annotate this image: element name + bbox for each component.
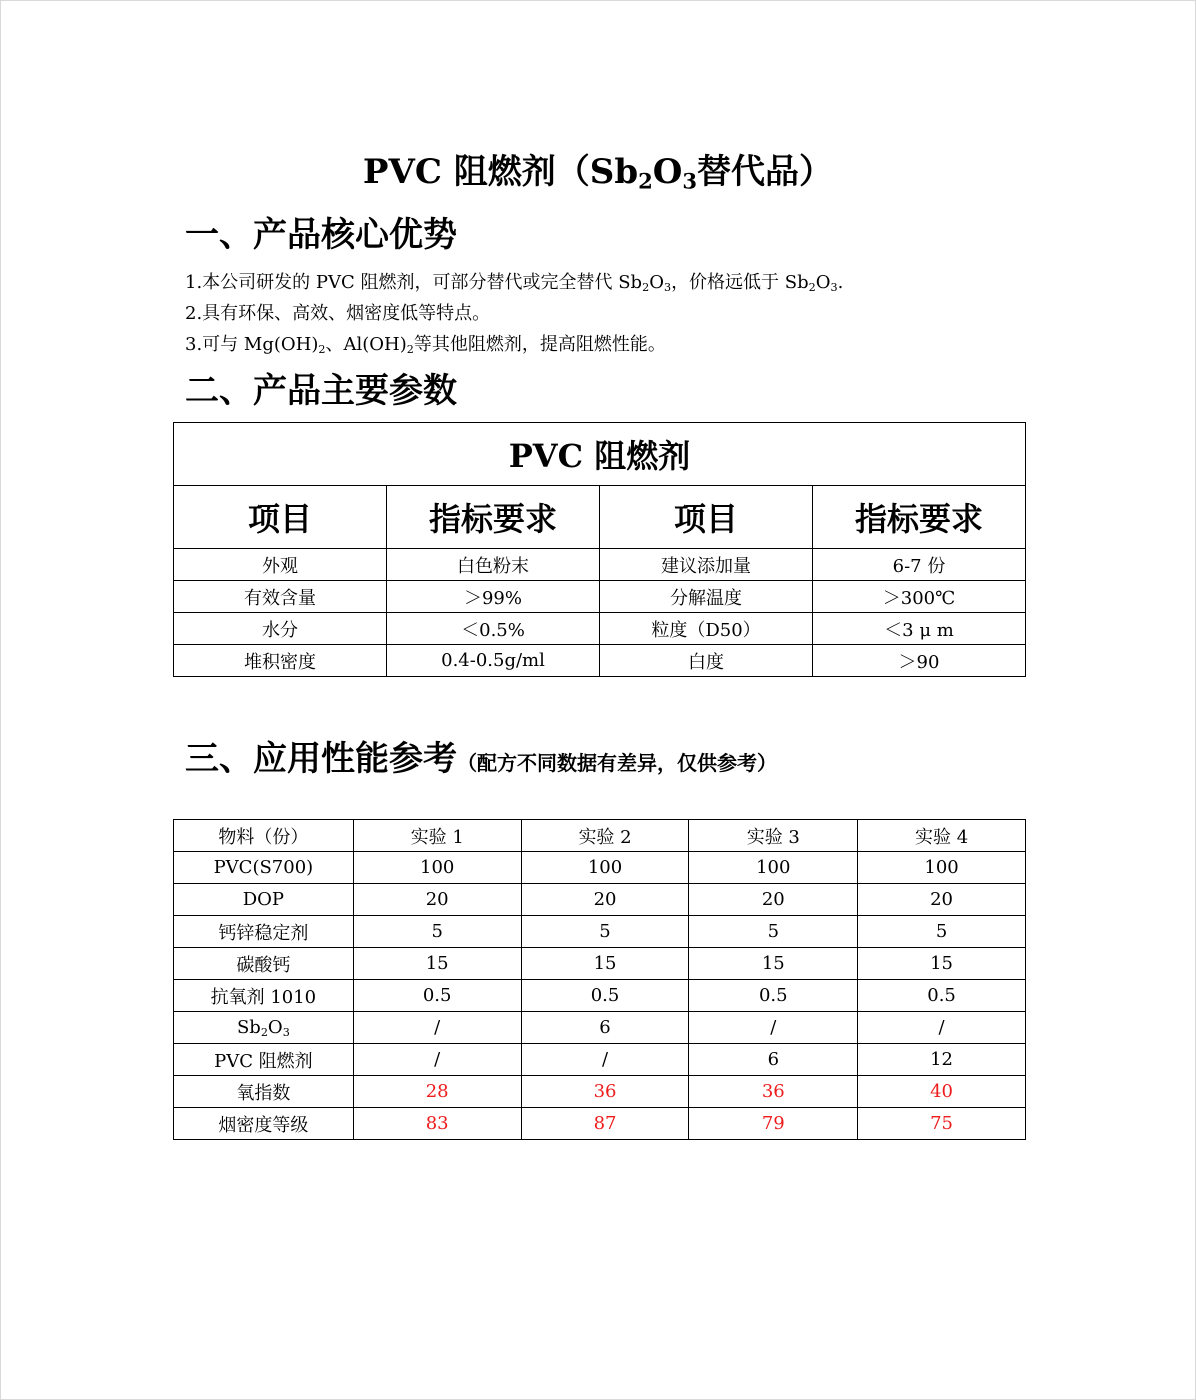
params-table <box>173 422 1026 677</box>
table-cell: 氧指数 <box>174 1076 354 1108</box>
table-cell-sb2o3: $Sb_2O_3$ <box>174 1012 354 1044</box>
section-note: （配方不同数据有差异，仅供参考） <box>457 751 777 775</box>
table-cell: 100 <box>353 852 521 884</box>
params-header-item: 项目 <box>174 486 387 549</box>
performance-header-material: 物料（份） <box>174 820 354 852</box>
table-row <box>174 1012 1026 1044</box>
table-row <box>174 852 1026 884</box>
table-cell: 20 <box>521 884 689 916</box>
table-cell-highlight: 28 <box>353 1076 521 1108</box>
table-cell: 有效含量 <box>174 581 387 613</box>
table-cell: 碳酸钙 <box>174 948 354 980</box>
params-header-requirement: 指标要求 <box>387 486 600 549</box>
table-cell: 外观 <box>174 549 387 581</box>
performance-header-trial-3: 实验 3 <box>689 820 858 852</box>
table-cell: 20 <box>353 884 521 916</box>
table-cell-highlight: 40 <box>858 1076 1026 1108</box>
table-cell: / <box>353 1044 521 1076</box>
table-row <box>174 581 1026 613</box>
table-row <box>174 549 1026 581</box>
advantage-point-3: 3.可与 $Mg(OH)_2$、$Al(OH)_2$等其他阻燃剂，提高阻燃性能。 <box>185 334 666 356</box>
table-cell: 12 <box>858 1044 1026 1076</box>
table-cell: 6-7 份 <box>813 549 1026 581</box>
table-cell: 白度 <box>600 645 813 677</box>
table-cell: / <box>521 1044 689 1076</box>
table-row <box>174 1076 1026 1108</box>
section-heading-performance: 三、应用性能参考（配方不同数据有差异，仅供参考） <box>185 739 777 779</box>
table-cell-highlight: 75 <box>858 1108 1026 1140</box>
table-cell: PVC 阻燃剂 <box>174 1044 354 1076</box>
table-row <box>174 613 1026 645</box>
table-cell-highlight: 87 <box>521 1108 689 1140</box>
section-heading-params: 二、产品主要参数 <box>185 371 457 411</box>
table-cell-highlight: 83 <box>353 1108 521 1140</box>
table-cell: 白色粉末 <box>387 549 600 581</box>
table-cell: PVC(S700) <box>174 852 354 884</box>
table-cell: ＜3 μ m <box>813 613 1026 645</box>
table-row <box>174 948 1026 980</box>
performance-header-trial-4: 实验 4 <box>858 820 1026 852</box>
table-cell-highlight: 36 <box>689 1076 858 1108</box>
table-cell: 100 <box>689 852 858 884</box>
table-row <box>174 884 1026 916</box>
table-cell: 5 <box>858 916 1026 948</box>
table-row <box>174 645 1026 677</box>
table-cell: 烟密度等级 <box>174 1108 354 1140</box>
table-cell: ＞99% <box>387 581 600 613</box>
table-cell: 15 <box>353 948 521 980</box>
table-cell: 0.5 <box>353 980 521 1012</box>
params-table-title: PVC 阻燃剂 <box>174 423 1026 486</box>
table-cell: ＞300℃ <box>813 581 1026 613</box>
table-cell: 0.4-0.5g/ml <box>387 645 600 677</box>
table-cell: ＜0.5% <box>387 613 600 645</box>
table-cell: / <box>689 1012 858 1044</box>
performance-header-trial-1: 实验 1 <box>353 820 521 852</box>
table-cell: 0.5 <box>858 980 1026 1012</box>
table-header-row <box>174 820 1026 852</box>
section-heading-advantages: 一、产品核心优势 <box>185 215 457 255</box>
performance-header-trial-2: 实验 2 <box>521 820 689 852</box>
table-row <box>174 1108 1026 1140</box>
table-cell: 抗氧剂 1010 <box>174 980 354 1012</box>
table-cell: DOP <box>174 884 354 916</box>
table-cell: 分解温度 <box>600 581 813 613</box>
table-cell: 钙锌稳定剂 <box>174 916 354 948</box>
document-title: PVC 阻燃剂（$Sb_2O_3$替代品） <box>362 152 834 194</box>
performance-table <box>173 819 1026 1140</box>
table-cell: 15 <box>858 948 1026 980</box>
table-cell: 20 <box>858 884 1026 916</box>
table-cell: 100 <box>521 852 689 884</box>
advantage-point-2: 2.具有环保、高效、烟密度低等特点。 <box>185 303 491 324</box>
params-header-requirement: 指标要求 <box>813 486 1026 549</box>
table-cell: 5 <box>689 916 858 948</box>
table-cell: / <box>858 1012 1026 1044</box>
table-cell: 堆积密度 <box>174 645 387 677</box>
table-cell: 粒度（D50） <box>600 613 813 645</box>
table-cell: 建议添加量 <box>600 549 813 581</box>
table-cell-highlight: 79 <box>689 1108 858 1140</box>
table-row <box>174 916 1026 948</box>
table-cell: ＞90 <box>813 645 1026 677</box>
table-cell: 15 <box>689 948 858 980</box>
table-cell-highlight: 36 <box>521 1076 689 1108</box>
advantage-point-1: 1.本公司研发的 PVC 阻燃剂，可部分替代或完全替代 $Sb_2O_3$，价格远低于 $Sb_2O_3$. <box>185 272 844 294</box>
params-header-item: 项目 <box>600 486 813 549</box>
table-cell: 6 <box>521 1012 689 1044</box>
table-cell: 15 <box>521 948 689 980</box>
table-row <box>174 980 1026 1012</box>
table-cell: 水分 <box>174 613 387 645</box>
table-cell: 0.5 <box>689 980 858 1012</box>
table-cell: 5 <box>353 916 521 948</box>
table-cell: 20 <box>689 884 858 916</box>
table-cell: 5 <box>521 916 689 948</box>
table-cell: 100 <box>858 852 1026 884</box>
table-cell: / <box>353 1012 521 1044</box>
table-cell: 6 <box>689 1044 858 1076</box>
table-row <box>174 1044 1026 1076</box>
table-cell: 0.5 <box>521 980 689 1012</box>
